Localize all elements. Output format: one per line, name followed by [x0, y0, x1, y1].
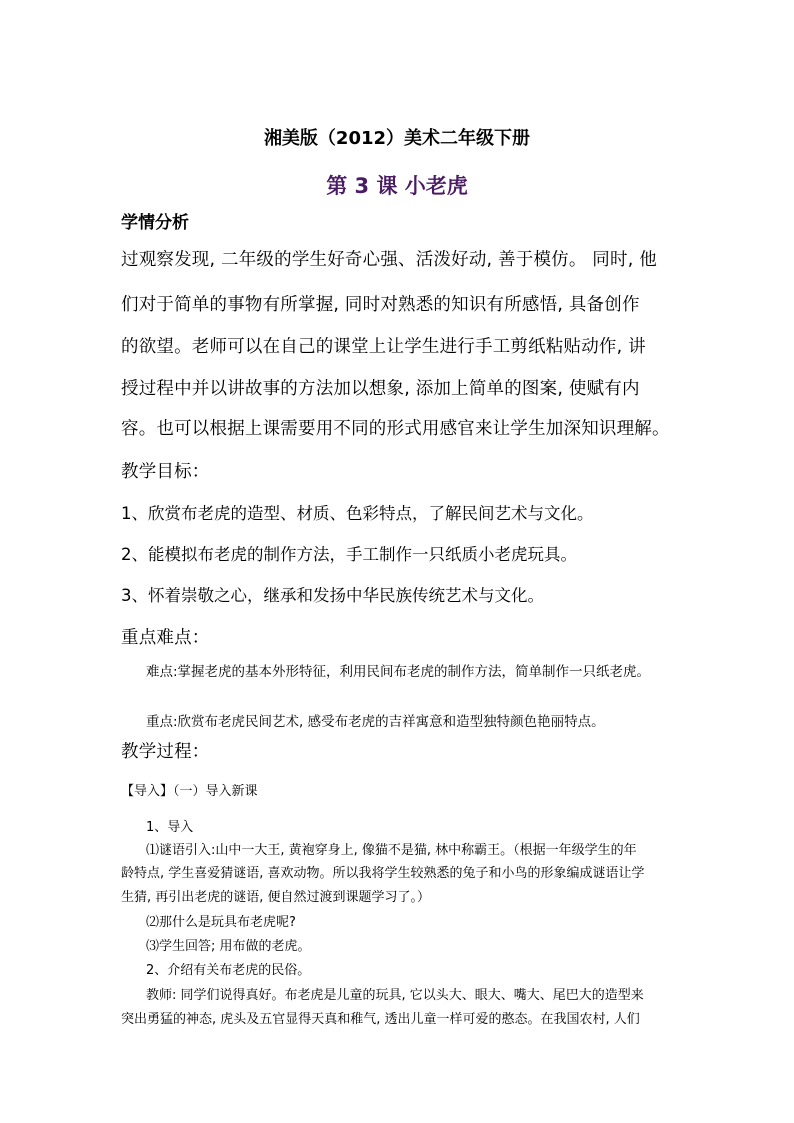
list-item: 1、导入 [146, 820, 194, 835]
xueqing-line: 容。也可以根据上课需要用不同的形式用感官来让学生加深知识理解。 [121, 419, 670, 439]
riddle-line: 龄特点, 学生喜爱猜谜语, 喜欢动物。所以我将学生较熟悉的兔子和小鸟的形象编成谜语让学 [121, 866, 645, 881]
xueqing-line: 过观察发现, 二年级的学生好奇心强、活泼好动, 善于模仿。 同时, 他 [121, 250, 657, 270]
heading-keypoints: 重点难点： [121, 628, 210, 648]
riddle-line: ⑴谜语引入:山中一大王, 黄袍穿身上, 像猫不是猫, 林中称霸王。（根据一年级学生的年 [146, 843, 637, 858]
goal-item: 1、欣赏布老虎的造型、材质、色彩特点，了解民间艺术与文化。 [121, 504, 594, 523]
heading-process: 教学过程： [121, 742, 210, 762]
xueqing-line: 的欲望。老师可以在自己的课堂上让学生进行手工剪纸粘贴动作, 讲 [121, 337, 646, 357]
document-title: 湘美版（2012）美术二年级下册 [263, 128, 531, 149]
goal-item: 3、怀着崇敬之心，继承和发扬中华民族传统艺术与文化。 [121, 586, 544, 605]
riddle-line: 生猜, 再引出老虎的谜语, 便自然过渡到课题学习了。） [121, 890, 431, 905]
section-label: 【导入】（一）导入新课 [121, 784, 258, 799]
goal-item: 2、能模拟布老虎的制作方法，手工制作一只纸质小老虎玩具。 [121, 545, 577, 564]
heading-goals: 教学目标： [121, 462, 210, 482]
difficulty-text: 难点:掌握老虎的基本外形特征，利用民间布老虎的制作方法，简单制作一只纸老虎。 [146, 664, 651, 680]
teacher-line: 突出勇猛的神态, 虎头及五官显得天真和稚气, 透出儿童一样可爱的憨态。在我国农村, 人们 [121, 1012, 640, 1027]
lesson-title: 第 3 课 小老虎 [326, 174, 468, 198]
list-item: 2、介绍有关布老虎的民俗。 [146, 963, 311, 978]
heading-xueqing: 学情分析 [121, 213, 189, 233]
question-3: ⑶学生回答; 用布做的老虎。 [146, 939, 311, 954]
focus-text: 重点:欣赏布老虎民间艺术, 感受布老虎的吉祥寓意和造型独特颜色艳丽特点。 [146, 714, 605, 730]
teacher-line: 教师: 同学们说得真好。布老虎是儿童的玩具, 它以头大、眼大、嘴大、尾巴大的造型来 [146, 988, 644, 1003]
question-2: ⑵那什么是玩具布老虎呢? [146, 915, 296, 930]
xueqing-line: 们对于简单的事物有所掌握, 同时对熟悉的知识有所感悟, 具备创作 [121, 295, 640, 315]
xueqing-line: 授过程中并以讲故事的方法加以想象, 添加上简单的图案, 使赋有内 [121, 379, 640, 399]
